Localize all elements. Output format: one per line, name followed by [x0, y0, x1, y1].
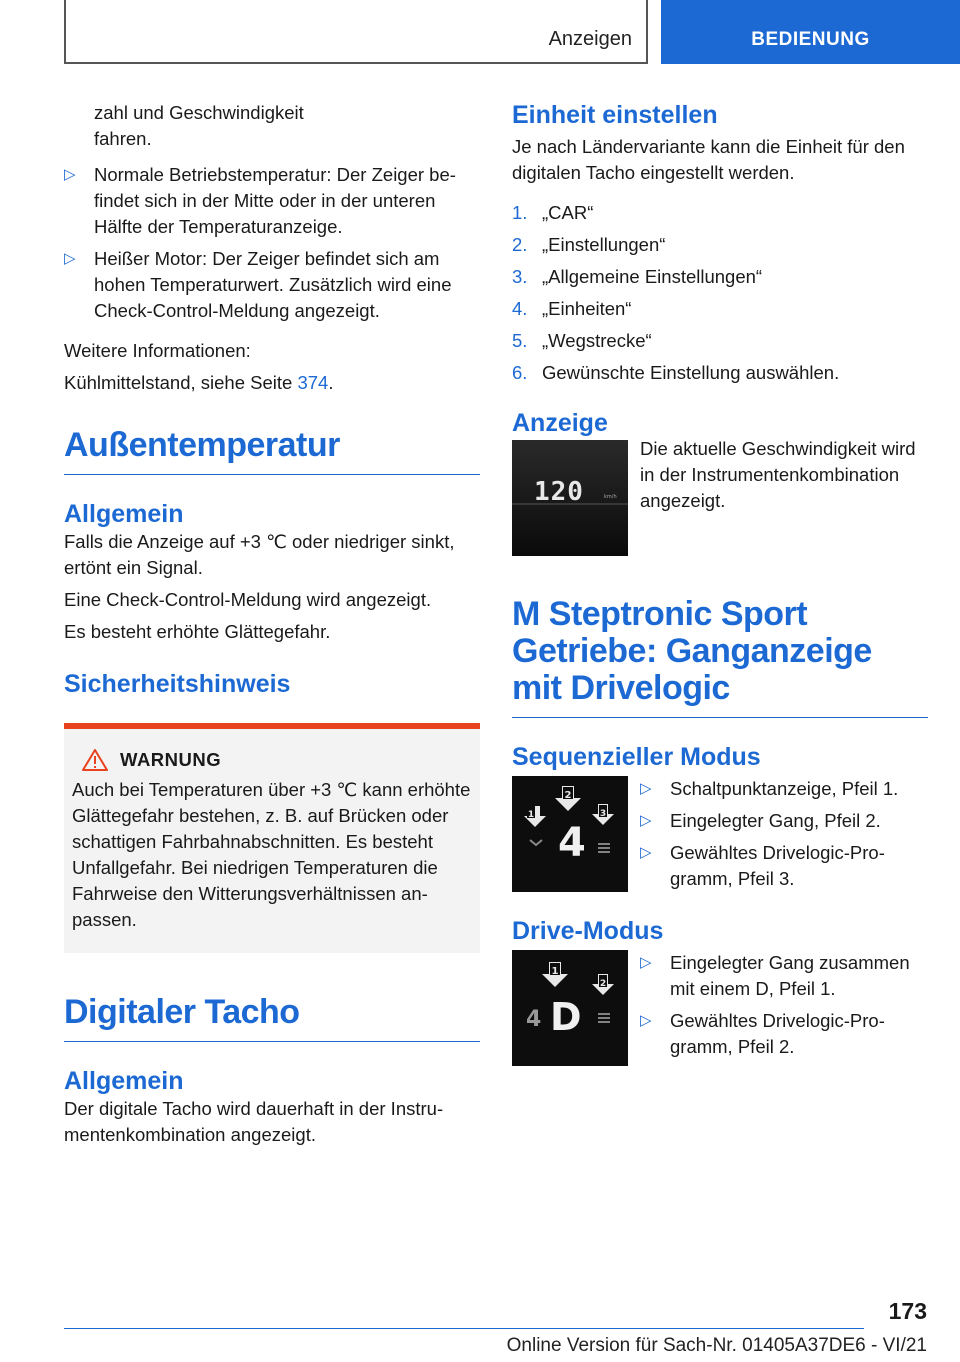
list-item: ▷ Gewähltes Drivelogic-Programm, Pfeil 3. [640, 842, 885, 889]
coolant-reference: Kühlmittelstand, siehe Seite 374. [64, 372, 334, 393]
warning-triangle-icon [82, 749, 108, 771]
subsection-title-safety: Sicherheitshinweis [64, 670, 291, 698]
list-item: 6. Gewünschte Einstellung auswählen. [512, 362, 840, 383]
section-title-steptronic: M Steptronic Sport Getriebe: Ganganzeige mit Drivelogic [512, 596, 928, 718]
triangle-bullet-icon: ▷ [640, 812, 652, 829]
left-column [64, 100, 480, 1148]
steps-list [512, 200, 928, 386]
footer-text: Online Version für Sach-Nr. 01405A37DE6 - VI/21 [506, 1335, 927, 1356]
subsection-title-drive: Drive-Modus [512, 917, 664, 945]
general-paragraph: Falls die Anzeige auf +3 ℃ oder niedriger sinkt, ertönt ein Signal. [64, 531, 455, 578]
svg-text:1: 1 [551, 966, 559, 977]
footer-divider [64, 1328, 864, 1329]
triangle-bullet-icon: ▷ [640, 1012, 652, 1029]
list-item: 1. „CAR“ [512, 202, 594, 223]
triangle-bullet-icon: ▷ [640, 844, 652, 861]
section-title-outside-temp: Außentemperatur [64, 426, 480, 475]
section-title-digital-tacho: Digitaler Tacho [64, 993, 480, 1042]
tacho-paragraph: Der digitale Tacho wird dauerhaft in der Instrumentenkombination angezeigt. [64, 1098, 444, 1145]
subsection-title-unit: Einheit einstellen [512, 101, 718, 129]
unit-paragraph: Je nach Ländervariante kann die Einheit für den digitalen Tacho eingestellt werden. [512, 136, 905, 183]
list-item: 3. „Allgemeine Einstellungen“ [512, 266, 763, 287]
speed-value: 120 [534, 477, 584, 507]
svg-text:4: 4 [558, 820, 586, 866]
intro-text: zahl und Geschwindigkeit fahren. [94, 102, 304, 149]
display-block [512, 440, 928, 556]
svg-text:3: 3 [599, 809, 607, 819]
header-section-tab [64, 0, 648, 64]
list-item: ▷ Eingelegter Gang zusammen mit einem D, Pfeil 1. [640, 952, 910, 999]
header-section-label: Anzeigen [548, 28, 632, 50]
list-item: ▷ Gewähltes Drivelogic-Programm, Pfeil 2. [640, 1010, 885, 1057]
warning-box [64, 723, 480, 953]
triangle-bullet-icon: ▷ [64, 166, 76, 183]
page-link[interactable]: 374 [297, 372, 329, 393]
warning-text: Auch bei Temperaturen über +3 ℃ kann erhöhte Glättegefahr bestehen, z. B. auf Brücken oder schattigen Fahrbahnabschnitten. Es besteht Unfallgefahr. Bei niedrigen Temperaturen die Fahrweise den Witterungsverhältnissen anpassen. [72, 779, 471, 930]
general-paragraph: Eine Check-Control-Meldung wird angezeigt. [64, 589, 432, 610]
list-item: 4. „Einheiten“ [512, 298, 632, 319]
list-item: ▷ Heißer Motor: Der Zeiger befindet sich am hohen Temperaturwert. Zusätzlich wird eine Check-Control-Meldung angezeigt. [64, 248, 452, 321]
list-item: ▷ Schaltpunktanzeige, Pfeil 1. [640, 776, 928, 802]
warning-label: WARNUNG [120, 749, 222, 770]
speed-display-image [512, 440, 628, 556]
subsection-title-sequential: Sequenzieller Modus [512, 743, 761, 771]
subsection-title-tacho-general: Allgemein [64, 1067, 184, 1095]
warning-header [72, 749, 472, 771]
drive-gear-image [512, 950, 628, 1066]
list-item: 5. „Wegstrecke“ [512, 330, 652, 351]
speed-unit: km/h [604, 494, 617, 500]
general-paragraph: Es besteht erhöhte Glättegefahr. [64, 621, 331, 642]
drive-block [512, 950, 928, 1066]
svg-text:2: 2 [599, 979, 607, 989]
header-chapter-label: BEDIENUNG [751, 29, 870, 50]
display-paragraph: Die aktuelle Geschwindigkeit wird in der Instrumentenkombination angezeigt. [640, 438, 916, 511]
triangle-bullet-icon: ▷ [640, 780, 652, 797]
subsection-title-display: Anzeige [512, 409, 608, 437]
list-item: 2. „Einstellungen“ [512, 234, 666, 255]
header-chapter-tab [661, 0, 960, 64]
svg-text:2: 2 [564, 790, 572, 801]
right-column [512, 100, 928, 1066]
drive-list [640, 950, 928, 1066]
subsection-title-general: Allgemein [64, 500, 184, 528]
svg-text:D: D [550, 995, 582, 1039]
sequential-block [512, 776, 928, 892]
list-item: ▷ Eingelegter Gang, Pfeil 2. [640, 808, 928, 834]
svg-text:4: 4 [526, 1007, 542, 1032]
svg-text:1: 1 [527, 810, 535, 820]
more-info-label: Weitere Informationen: [64, 340, 251, 361]
triangle-bullet-icon: ▷ [64, 250, 76, 267]
sequential-list [640, 776, 928, 892]
list-item: ▷ Normale Betriebstemperatur: Der Zeiger befindet sich in der Mitte oder in der unteren Hälfte der Temperaturanzeige. [64, 164, 456, 237]
sequential-gear-image [512, 776, 628, 892]
page-number: 173 [888, 1298, 927, 1324]
triangle-bullet-icon: ▷ [640, 954, 652, 971]
